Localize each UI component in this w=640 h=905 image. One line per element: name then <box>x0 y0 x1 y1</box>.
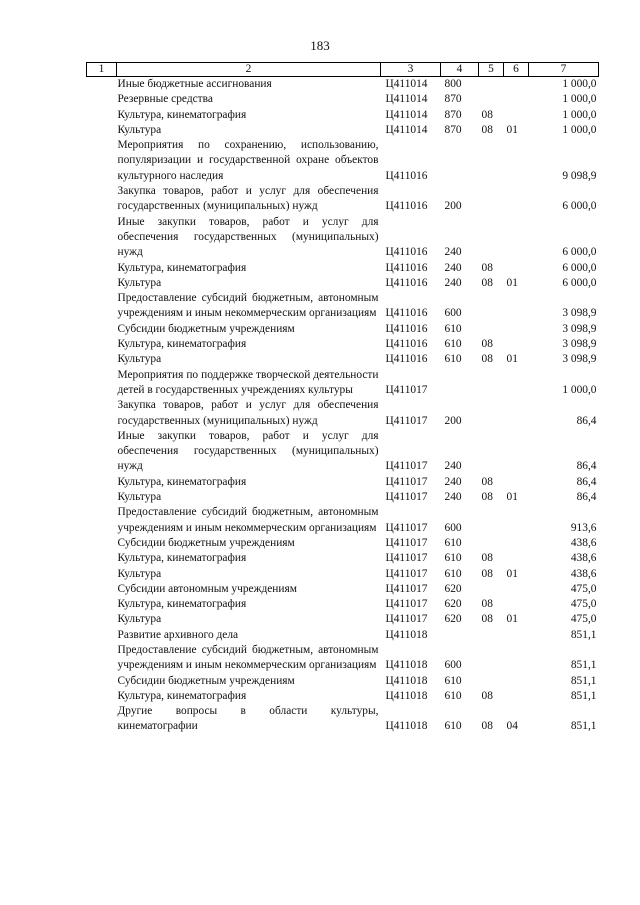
item-name-cell: Предоставление субсидий бюджетным, автономным учреждениям и иным некоммерческим организациям <box>117 506 379 534</box>
subsection-cell <box>504 215 529 261</box>
expense-type-cell: 600 <box>444 307 462 320</box>
table-body <box>87 77 599 735</box>
item-name-cell: Мероприятия по поддержке творческой деятельности детей в государственных учреждениях культуры <box>117 368 379 396</box>
target-article-cell: Ц411018 <box>385 628 428 641</box>
item-name-cell: Культура <box>117 353 162 366</box>
subsection-cell: 01 <box>506 276 518 289</box>
item-name-cell: Культура <box>117 276 162 289</box>
subsection-cell: 01 <box>506 613 518 626</box>
target-article-cell: Ц411017 <box>385 536 428 549</box>
section-cell <box>479 628 504 643</box>
item-name-cell: Культура, кинематография <box>117 261 247 274</box>
table-row <box>87 582 599 597</box>
expense-type-cell <box>441 138 479 184</box>
expense-type-cell: 240 <box>444 460 462 473</box>
row-number-cell <box>87 582 117 597</box>
row-number-cell <box>87 77 117 93</box>
section-cell: 08 <box>481 552 493 565</box>
expense-type-cell: 240 <box>444 475 462 488</box>
row-number-cell <box>87 505 117 536</box>
section-cell <box>479 184 504 215</box>
subsection-cell <box>504 368 529 399</box>
section-cell <box>479 291 504 322</box>
item-name-cell: Предоставление субсидий бюджетным, автономным учреждениям и иным некоммерческим организациям <box>117 643 379 672</box>
target-article-cell: Ц411017 <box>385 582 428 595</box>
item-name-cell: Культура, кинематография <box>117 598 247 611</box>
section-cell: 08 <box>481 338 493 351</box>
section-cell <box>479 322 504 337</box>
table-row <box>87 490 599 505</box>
expense-type-cell: 240 <box>444 261 462 274</box>
item-name-cell: Субсидии автономным учреждениям <box>117 582 297 595</box>
expense-type-cell: 600 <box>444 521 462 534</box>
table-row <box>87 398 599 429</box>
expense-type-cell: 600 <box>444 659 462 672</box>
table-row <box>87 276 599 291</box>
expense-type-cell <box>441 628 479 643</box>
table-row <box>87 689 599 704</box>
target-article-cell: Ц411016 <box>385 276 428 289</box>
item-name-cell: Культура, кинематография <box>117 475 247 488</box>
amount-cell: 438,6 <box>570 536 597 549</box>
row-number-cell <box>87 643 117 674</box>
subsection-cell: 04 <box>506 720 518 733</box>
item-name-cell: Иные закупки товаров, работ и услуг для обеспечения государственных (муниципальных) нужд <box>117 215 379 259</box>
expense-type-cell: 610 <box>444 353 462 366</box>
item-name-cell: Иные бюджетные ассигнования <box>117 78 272 90</box>
amount-cell: 913,6 <box>570 521 597 534</box>
subsection-cell <box>504 674 529 689</box>
expense-type-cell: 870 <box>444 123 462 136</box>
column-header: 6 <box>504 63 529 77</box>
amount-cell: 1 000,0 <box>562 93 597 106</box>
target-article-cell: Ц411014 <box>385 78 428 90</box>
target-article-cell: Ц411017 <box>385 383 428 396</box>
item-name-cell: Развитие архивного дела <box>117 628 239 641</box>
expense-type-cell: 200 <box>444 200 462 213</box>
expense-type-cell: 620 <box>444 582 462 595</box>
expense-type-cell: 240 <box>444 491 462 504</box>
target-article-cell: Ц411016 <box>385 353 428 366</box>
column-header: 2 <box>117 63 381 77</box>
item-name-cell: Культура <box>117 613 162 626</box>
section-cell: 08 <box>481 123 493 136</box>
section-cell <box>479 643 504 674</box>
subsection-cell <box>504 475 529 490</box>
section-cell: 08 <box>481 598 493 611</box>
subsection-cell <box>504 322 529 337</box>
row-number-cell <box>87 551 117 566</box>
amount-cell: 851,1 <box>570 628 597 641</box>
section-cell <box>479 77 504 93</box>
table-row <box>87 123 599 138</box>
table-row <box>87 597 599 612</box>
table-row <box>87 337 599 352</box>
target-article-cell: Ц411018 <box>385 674 428 687</box>
expense-type-cell: 240 <box>444 276 462 289</box>
amount-cell: 475,0 <box>570 598 597 611</box>
subsection-cell: 01 <box>506 123 518 136</box>
target-article-cell: Ц411017 <box>385 460 428 473</box>
target-article-cell: Ц411017 <box>385 475 428 488</box>
target-article-cell: Ц411014 <box>385 108 428 121</box>
subsection-cell: 01 <box>506 567 518 580</box>
amount-cell: 6 000,0 <box>562 200 597 213</box>
expense-type-cell: 610 <box>444 338 462 351</box>
target-article-cell: Ц411016 <box>385 322 428 335</box>
table-row <box>87 138 599 184</box>
amount-cell: 851,1 <box>570 674 597 687</box>
row-number-cell <box>87 398 117 429</box>
table-row <box>87 108 599 123</box>
section-cell <box>479 582 504 597</box>
subsection-cell <box>504 429 529 475</box>
amount-cell: 6 000,0 <box>562 246 597 259</box>
table-row <box>87 475 599 490</box>
table-row <box>87 291 599 322</box>
subsection-cell <box>504 398 529 429</box>
amount-cell: 6 000,0 <box>562 261 597 274</box>
section-cell <box>479 398 504 429</box>
table-row <box>87 77 599 93</box>
row-number-cell <box>87 689 117 704</box>
subsection-cell <box>504 108 529 123</box>
target-article-cell: Ц411017 <box>385 552 428 565</box>
section-cell: 08 <box>481 475 493 488</box>
amount-cell: 9 098,9 <box>562 169 597 182</box>
table-row <box>87 184 599 215</box>
expense-type-cell: 200 <box>444 414 462 427</box>
expense-type-cell: 610 <box>444 674 462 687</box>
budget-table <box>86 62 599 735</box>
amount-cell: 3 098,9 <box>562 353 597 366</box>
target-article-cell: Ц411014 <box>385 93 428 106</box>
subsection-cell <box>504 291 529 322</box>
expense-type-cell: 610 <box>444 552 462 565</box>
amount-cell: 3 098,9 <box>562 307 597 320</box>
section-cell: 08 <box>481 720 493 733</box>
target-article-cell: Ц411018 <box>385 720 428 733</box>
subsection-cell: 01 <box>506 353 518 366</box>
amount-cell: 851,1 <box>570 689 597 702</box>
section-cell <box>479 536 504 551</box>
subsection-cell <box>504 337 529 352</box>
expense-type-cell: 610 <box>444 720 462 733</box>
row-number-cell <box>87 322 117 337</box>
expense-type-cell: 610 <box>444 689 462 702</box>
row-number-cell <box>87 597 117 612</box>
table-row <box>87 261 599 276</box>
expense-type-cell: 610 <box>444 567 462 580</box>
row-number-cell <box>87 674 117 689</box>
target-article-cell: Ц411017 <box>385 414 428 427</box>
amount-cell: 86,4 <box>576 491 597 504</box>
amount-cell: 1 000,0 <box>562 123 597 136</box>
expense-type-cell: 870 <box>444 108 462 121</box>
target-article-cell: Ц411018 <box>385 659 428 672</box>
target-article-cell: Ц411016 <box>385 307 428 320</box>
item-name-cell: Закупка товаров, работ и услуг для обеспечения государственных (муниципальных) нужд <box>117 399 379 427</box>
row-number-cell <box>87 612 117 627</box>
subsection-cell <box>504 628 529 643</box>
section-cell: 08 <box>481 108 493 121</box>
row-number-cell <box>87 567 117 582</box>
table-row <box>87 674 599 689</box>
subsection-cell <box>504 597 529 612</box>
table-row <box>87 551 599 566</box>
expense-type-cell: 800 <box>444 78 462 90</box>
table-row <box>87 612 599 627</box>
amount-cell: 475,0 <box>570 582 597 595</box>
target-article-cell: Ц411016 <box>385 261 428 274</box>
section-cell <box>479 674 504 689</box>
column-header: 5 <box>479 63 504 77</box>
expense-type-cell: 620 <box>444 613 462 626</box>
amount-cell: 3 098,9 <box>562 322 597 335</box>
expense-type-cell: 610 <box>444 322 462 335</box>
item-name-cell: Культура <box>117 491 162 504</box>
item-name-cell: Закупка товаров, работ и услуг для обеспечения государственных (муниципальных) нужд <box>117 185 379 213</box>
section-cell <box>479 138 504 184</box>
expense-type-cell: 620 <box>444 598 462 611</box>
expense-type-cell: 240 <box>444 246 462 259</box>
row-number-cell <box>87 184 117 215</box>
section-cell <box>479 92 504 107</box>
table-row <box>87 567 599 582</box>
column-header: 4 <box>441 63 479 77</box>
row-number-cell <box>87 475 117 490</box>
item-name-cell: Культура, кинематография <box>117 338 247 351</box>
target-article-cell: Ц411016 <box>385 338 428 351</box>
expense-type-cell: 870 <box>444 93 462 106</box>
amount-cell: 438,6 <box>570 552 597 565</box>
target-article-cell: Ц411014 <box>385 123 428 136</box>
item-name-cell: Культура, кинематография <box>117 552 247 565</box>
section-cell: 08 <box>481 567 493 580</box>
target-article-cell: Ц411017 <box>385 521 428 534</box>
amount-cell: 3 098,9 <box>562 338 597 351</box>
section-cell <box>479 505 504 536</box>
item-name-cell: Иные закупки товаров, работ и услуг для обеспечения государственных (муниципальных) нужд <box>117 429 379 473</box>
amount-cell: 851,1 <box>570 720 597 733</box>
subsection-cell <box>504 138 529 184</box>
column-header: 7 <box>529 63 599 77</box>
table-row <box>87 429 599 475</box>
row-number-cell <box>87 138 117 184</box>
item-name-cell: Мероприятия по сохранению, использованию, популяризации и государственной охране объектов культурного наследия <box>117 139 379 182</box>
item-name-cell: Культура <box>117 123 162 136</box>
row-number-cell <box>87 108 117 123</box>
table-row <box>87 643 599 674</box>
table-row <box>87 368 599 399</box>
subsection-cell <box>504 261 529 276</box>
amount-cell: 1 000,0 <box>562 383 597 396</box>
amount-cell: 86,4 <box>576 414 597 427</box>
target-article-cell: Ц411016 <box>385 169 428 182</box>
table-header-row <box>87 63 599 77</box>
row-number-cell <box>87 490 117 505</box>
row-number-cell <box>87 368 117 399</box>
target-article-cell: Ц411017 <box>385 567 428 580</box>
target-article-cell: Ц411017 <box>385 613 428 626</box>
page-number: 183 <box>310 38 330 53</box>
section-cell: 08 <box>481 261 493 274</box>
row-number-cell <box>87 276 117 291</box>
row-number-cell <box>87 337 117 352</box>
row-number-cell <box>87 352 117 367</box>
table-row <box>87 704 599 735</box>
row-number-cell <box>87 123 117 138</box>
subsection-cell <box>504 184 529 215</box>
row-number-cell <box>87 429 117 475</box>
target-article-cell: Ц411016 <box>385 246 428 259</box>
subsection-cell <box>504 582 529 597</box>
item-name-cell: Культура, кинематография <box>117 689 247 702</box>
table-row <box>87 536 599 551</box>
table-row <box>87 322 599 337</box>
item-name-cell: Другие вопросы в области культуры, кинематографии <box>117 705 379 733</box>
row-number-cell <box>87 704 117 735</box>
amount-cell: 438,6 <box>570 567 597 580</box>
column-header: 3 <box>381 63 441 77</box>
expense-type-cell <box>441 368 479 399</box>
subsection-cell <box>504 643 529 674</box>
table-row <box>87 505 599 536</box>
item-name-cell: Культура, кинематография <box>117 108 247 121</box>
section-cell: 08 <box>481 276 493 289</box>
row-number-cell <box>87 536 117 551</box>
item-name-cell: Предоставление субсидий бюджетным, автономным учреждениям и иным некоммерческим организациям <box>117 292 379 320</box>
column-header: 1 <box>87 63 117 77</box>
subsection-cell <box>504 536 529 551</box>
item-name-cell: Резервные средства <box>117 93 213 106</box>
item-name-cell: Субсидии бюджетным учреждениям <box>117 322 295 335</box>
subsection-cell <box>504 689 529 704</box>
expense-type-cell: 610 <box>444 536 462 549</box>
section-cell: 08 <box>481 613 493 626</box>
target-article-cell: Ц411018 <box>385 689 428 702</box>
subsection-cell <box>504 92 529 107</box>
amount-cell: 1 000,0 <box>562 78 597 90</box>
item-name-cell: Культура <box>117 567 162 580</box>
amount-cell: 6 000,0 <box>562 276 597 289</box>
subsection-cell <box>504 77 529 93</box>
item-name-cell: Субсидии бюджетным учреждениям <box>117 674 295 687</box>
table-row <box>87 215 599 261</box>
section-cell <box>479 215 504 261</box>
section-cell: 08 <box>481 353 493 366</box>
table-row <box>87 628 599 643</box>
section-cell: 08 <box>481 491 493 504</box>
subsection-cell <box>504 505 529 536</box>
row-number-cell <box>87 92 117 107</box>
row-number-cell <box>87 291 117 322</box>
amount-cell: 86,4 <box>576 475 597 488</box>
table-row <box>87 352 599 367</box>
row-number-cell <box>87 215 117 261</box>
target-article-cell: Ц411017 <box>385 491 428 504</box>
row-number-cell <box>87 261 117 276</box>
target-article-cell: Ц411017 <box>385 598 428 611</box>
row-number-cell <box>87 628 117 643</box>
subsection-cell <box>504 551 529 566</box>
section-cell <box>479 368 504 399</box>
section-cell: 08 <box>481 689 493 702</box>
section-cell <box>479 429 504 475</box>
subsection-cell: 01 <box>506 491 518 504</box>
target-article-cell: Ц411016 <box>385 200 428 213</box>
table-row <box>87 92 599 107</box>
item-name-cell: Субсидии бюджетным учреждениям <box>117 536 295 549</box>
amount-cell: 1 000,0 <box>562 108 597 121</box>
amount-cell: 86,4 <box>576 460 597 473</box>
amount-cell: 475,0 <box>570 613 597 626</box>
amount-cell: 851,1 <box>570 659 597 672</box>
